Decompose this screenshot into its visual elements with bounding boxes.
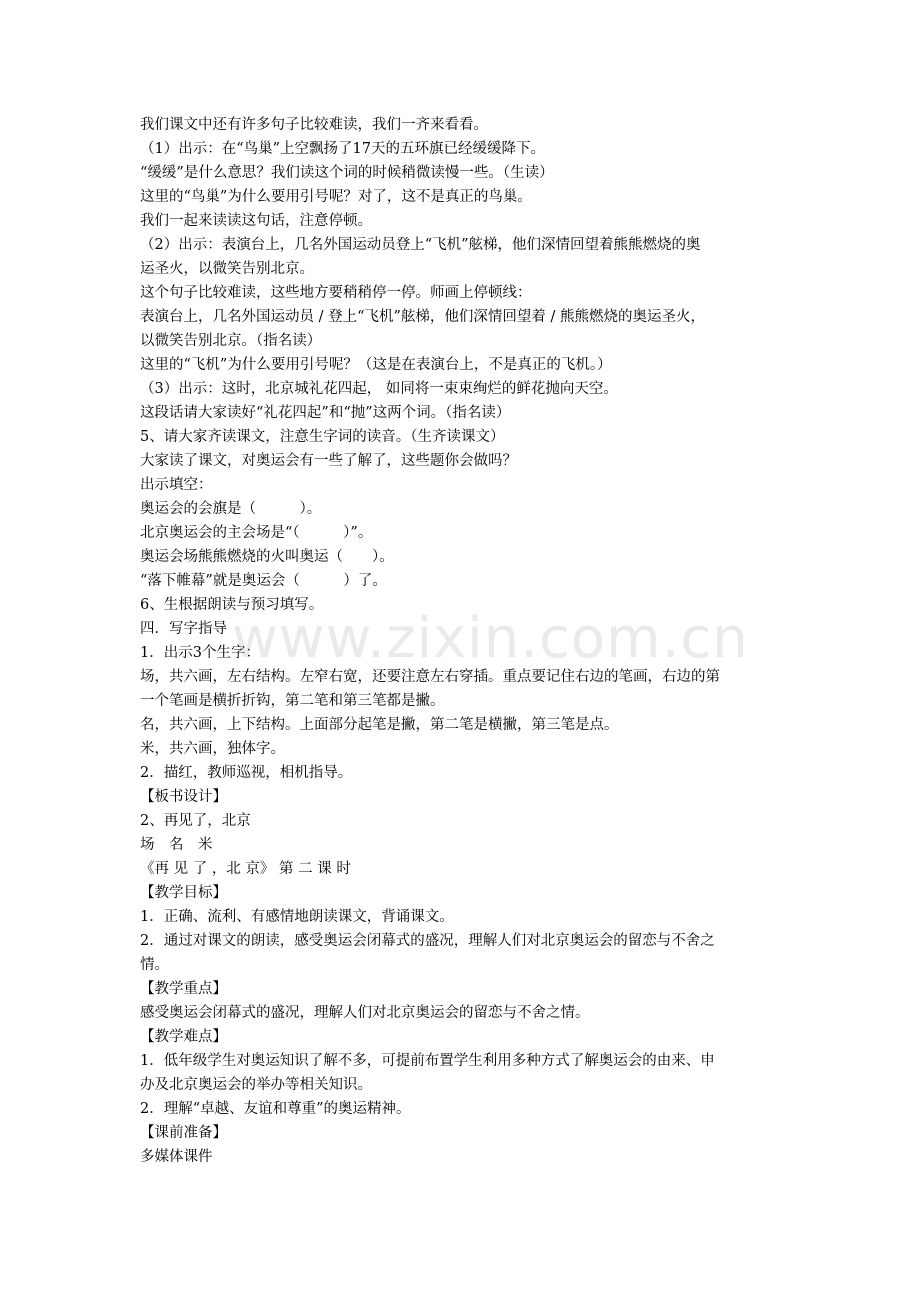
text-line: 奥运会场熊熊燃烧的火叫奥运（ ）。 — [140, 549, 394, 565]
text-line: 1．出示3个生字： — [140, 645, 260, 661]
text-line: 办及北京奥运会的举办等相关知识。 — [140, 1077, 372, 1093]
text-line: 5、请大家齐读课文，注意生字词的读音。（生齐读课文） — [140, 429, 505, 445]
text-line: 2．通过对课文的朗读，感受奥运会闭幕式的盛况，理解人们对北京奥运会的留恋与不舍之 — [140, 933, 715, 949]
text-line: 这个句子比较难读，这些地方要稍稍停一停。师画上停顿线： — [140, 285, 532, 301]
text-line: 6、生根据朗读与预习填写。 — [140, 597, 324, 613]
text-line: 我们课文中还有许多句子比较难读，我们一齐来看看。 — [140, 117, 488, 133]
text-line: 场 名 米 — [140, 837, 213, 853]
text-line: （1）出示：在“鸟巢”上空飘扬了17天的五环旗已经缓缓降下。 — [140, 141, 545, 157]
document-body — [140, 113, 790, 1169]
section-heading: 【课前准备】 — [140, 1125, 227, 1141]
section-heading: 四．写字指导 — [140, 621, 227, 637]
text-line: “缓缓”是什么意思？我们读这个词的时候稍微读慢一些。（生读） — [140, 165, 554, 181]
text-line: （3）出示：这时，北京城礼花四起， 如同将一束束绚烂的鲜花抛向天空。 — [140, 381, 618, 397]
text-line: 1．低年级学生对奥运知识了解不多，可提前布置学生利用多种方式了解奥运会的由来、申 — [140, 1053, 715, 1069]
lesson-title: 《再 见 了 ，北 京》 第 二 课 时 — [140, 861, 351, 877]
text-line: 运圣火，以微笑告别北京。 — [140, 261, 314, 277]
section-heading: 【教学难点】 — [140, 1029, 227, 1045]
text-line: 感受奥运会闭幕式的盛况，理解人们对北京奥运会的留恋与不舍之情。 — [140, 1005, 590, 1021]
text-line: 2．描红，教师巡视，相机指导。 — [140, 765, 353, 781]
section-heading: 【板书设计】 — [140, 789, 227, 805]
text-line: 出示填空： — [140, 477, 213, 493]
text-line: “落下帷幕”就是奥运会（ ）了。 — [140, 573, 387, 589]
text-line: 我们一起来读读这句话，注意停顿。 — [140, 213, 372, 229]
text-line: 表演台上，几名外国运动员 / 登上“飞机”舷梯，他们深情回望着 / 熊熊燃烧的奥运圣火， — [140, 309, 706, 325]
text-line: 名，共六画，上下结构。上面部分起笔是撇，第二笔是横撇，第三笔是点。 — [140, 717, 619, 733]
text-line: 这里的“飞机”为什么要用引号呢？（这是在表演台上，不是真正的飞机。） — [140, 357, 612, 373]
text-line: 多媒体课件 — [140, 1149, 213, 1165]
section-heading: 【教学目标】 — [140, 885, 227, 901]
text-line: 这里的“鸟巢”为什么要用引号呢？对了，这不是真正的鸟巢。 — [140, 189, 532, 205]
text-line: 奥运会的会旗是（ ）。 — [140, 501, 322, 517]
section-heading: 【教学重点】 — [140, 981, 227, 997]
text-line: 北京奥运会的主会场是“（ ）”。 — [140, 525, 373, 541]
text-line: 2．理解“卓越、友谊和尊重”的奥运精神。 — [140, 1101, 411, 1117]
text-line: 场，共六画，左右结构。左窄右宽，还要注意左右穿插。重点要记住右边的笔画，右边的第 — [140, 669, 720, 685]
text-line: 米，共六画，独体字。 — [140, 741, 285, 757]
text-line: 一个笔画是横折折钩，第二笔和第三笔都是撇。 — [140, 693, 445, 709]
text-line: 大家读了课文，对奥运会有一些了解了，这些题你会做吗？ — [140, 453, 517, 469]
text-line: （2）出示：表演台上，几名外国运动员登上“飞机”舷梯，他们深情回望着熊熊燃烧的奥 — [140, 237, 701, 253]
text-line: 情。 — [140, 957, 169, 973]
watermark: www.zixin.com.cn — [232, 606, 749, 671]
text-line: 这段话请大家读好“礼花四起”和“抛”这两个词。（指名读） — [140, 405, 511, 421]
text-line: 2、再见了，北京 — [140, 813, 251, 829]
text-line: 1．正确、流利、有感情地朗读课文，背诵课文。 — [140, 909, 454, 925]
text-line: 以微笑告别北京。（指名读） — [140, 333, 322, 349]
